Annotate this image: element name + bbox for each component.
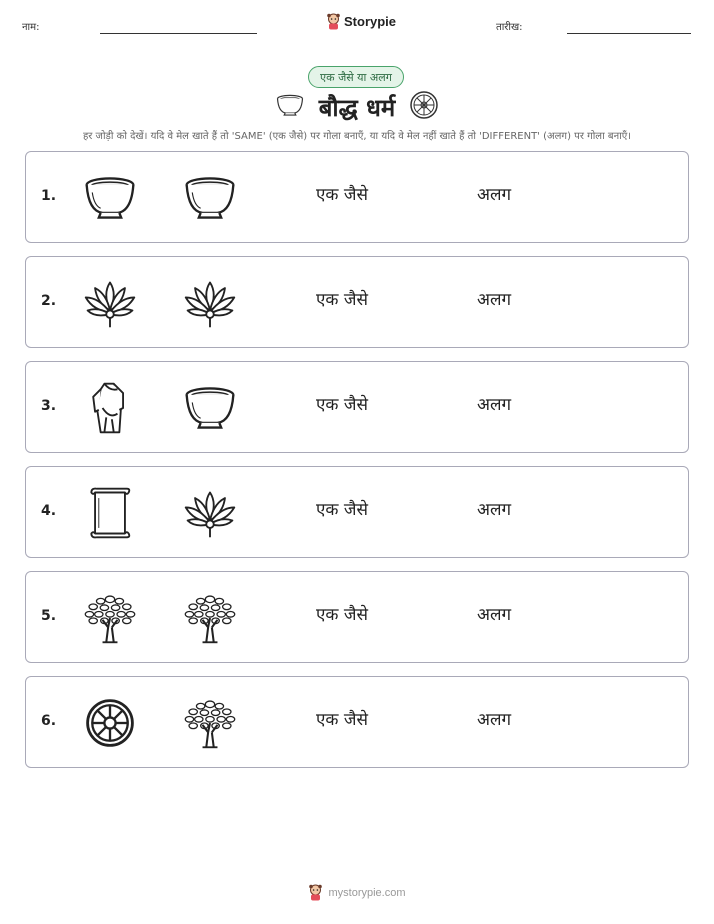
dharma-wheel-icon <box>82 695 138 751</box>
scroll-icon <box>82 485 138 541</box>
question-number: 5. <box>41 608 57 624</box>
question-number: 3. <box>41 398 57 414</box>
question-row-5 <box>25 571 689 663</box>
question-number: 4. <box>41 503 57 519</box>
option-same[interactable]: एक जैसे <box>316 290 368 310</box>
storypie-mascot-icon <box>308 884 323 901</box>
page-title: बौद्ध धर्म <box>318 93 396 122</box>
option-different[interactable]: अलग <box>477 290 512 310</box>
lotus-icon <box>182 485 238 541</box>
footer <box>0 884 714 901</box>
question-row-6 <box>25 676 689 768</box>
option-different[interactable]: अलग <box>477 185 512 205</box>
dharma-wheel-icon <box>409 90 439 124</box>
question-number: 2. <box>41 293 57 309</box>
question-number: 1. <box>41 188 57 204</box>
logo-text: Storypie <box>344 14 397 29</box>
question-row-1 <box>25 151 689 243</box>
bodhi-tree-icon <box>82 590 138 646</box>
name-label: नाम: <box>22 22 40 33</box>
bowl-icon <box>182 380 238 436</box>
robe-icon <box>82 380 138 436</box>
question-row-3 <box>25 361 689 453</box>
bowl-icon <box>182 170 238 226</box>
footer-url: mystorypie.com <box>328 886 406 899</box>
option-different[interactable]: अलग <box>477 710 512 730</box>
option-same[interactable]: एक जैसे <box>316 605 368 625</box>
storypie-logo <box>326 13 396 30</box>
storypie-mascot-icon <box>326 13 341 30</box>
name-line[interactable] <box>100 33 257 34</box>
question-row-4 <box>25 466 689 558</box>
option-same[interactable]: एक जैसे <box>316 395 368 415</box>
option-same[interactable]: एक जैसे <box>316 710 368 730</box>
title-row <box>0 90 714 124</box>
option-different[interactable]: अलग <box>477 500 512 520</box>
option-same[interactable]: एक जैसे <box>316 185 368 205</box>
bowl-icon <box>82 170 138 226</box>
date-label: तारीख: <box>496 22 523 33</box>
lotus-icon <box>82 275 138 331</box>
worksheet-type-badge: एक जैसे या अलग <box>308 66 404 88</box>
option-same[interactable]: एक जैसे <box>316 500 368 520</box>
option-different[interactable]: अलग <box>477 395 512 415</box>
bodhi-tree-icon <box>182 590 238 646</box>
question-row-2 <box>25 256 689 348</box>
option-different[interactable]: अलग <box>477 605 512 625</box>
question-number: 6. <box>41 713 57 729</box>
lotus-icon <box>182 275 238 331</box>
bowl-icon <box>275 93 305 121</box>
date-line[interactable] <box>567 33 691 34</box>
instructions: हर जोड़ी को देखें। यदि वे मेल खाते हैं तो 'SAME' (एक जैसे) पर गोला बनाएँ, या यदि वे मेल नहीं खाते हैं तो 'DIFFERENT' (अलग) पर गोला बनाएँ। <box>82 131 632 142</box>
bodhi-tree-icon <box>182 695 238 751</box>
